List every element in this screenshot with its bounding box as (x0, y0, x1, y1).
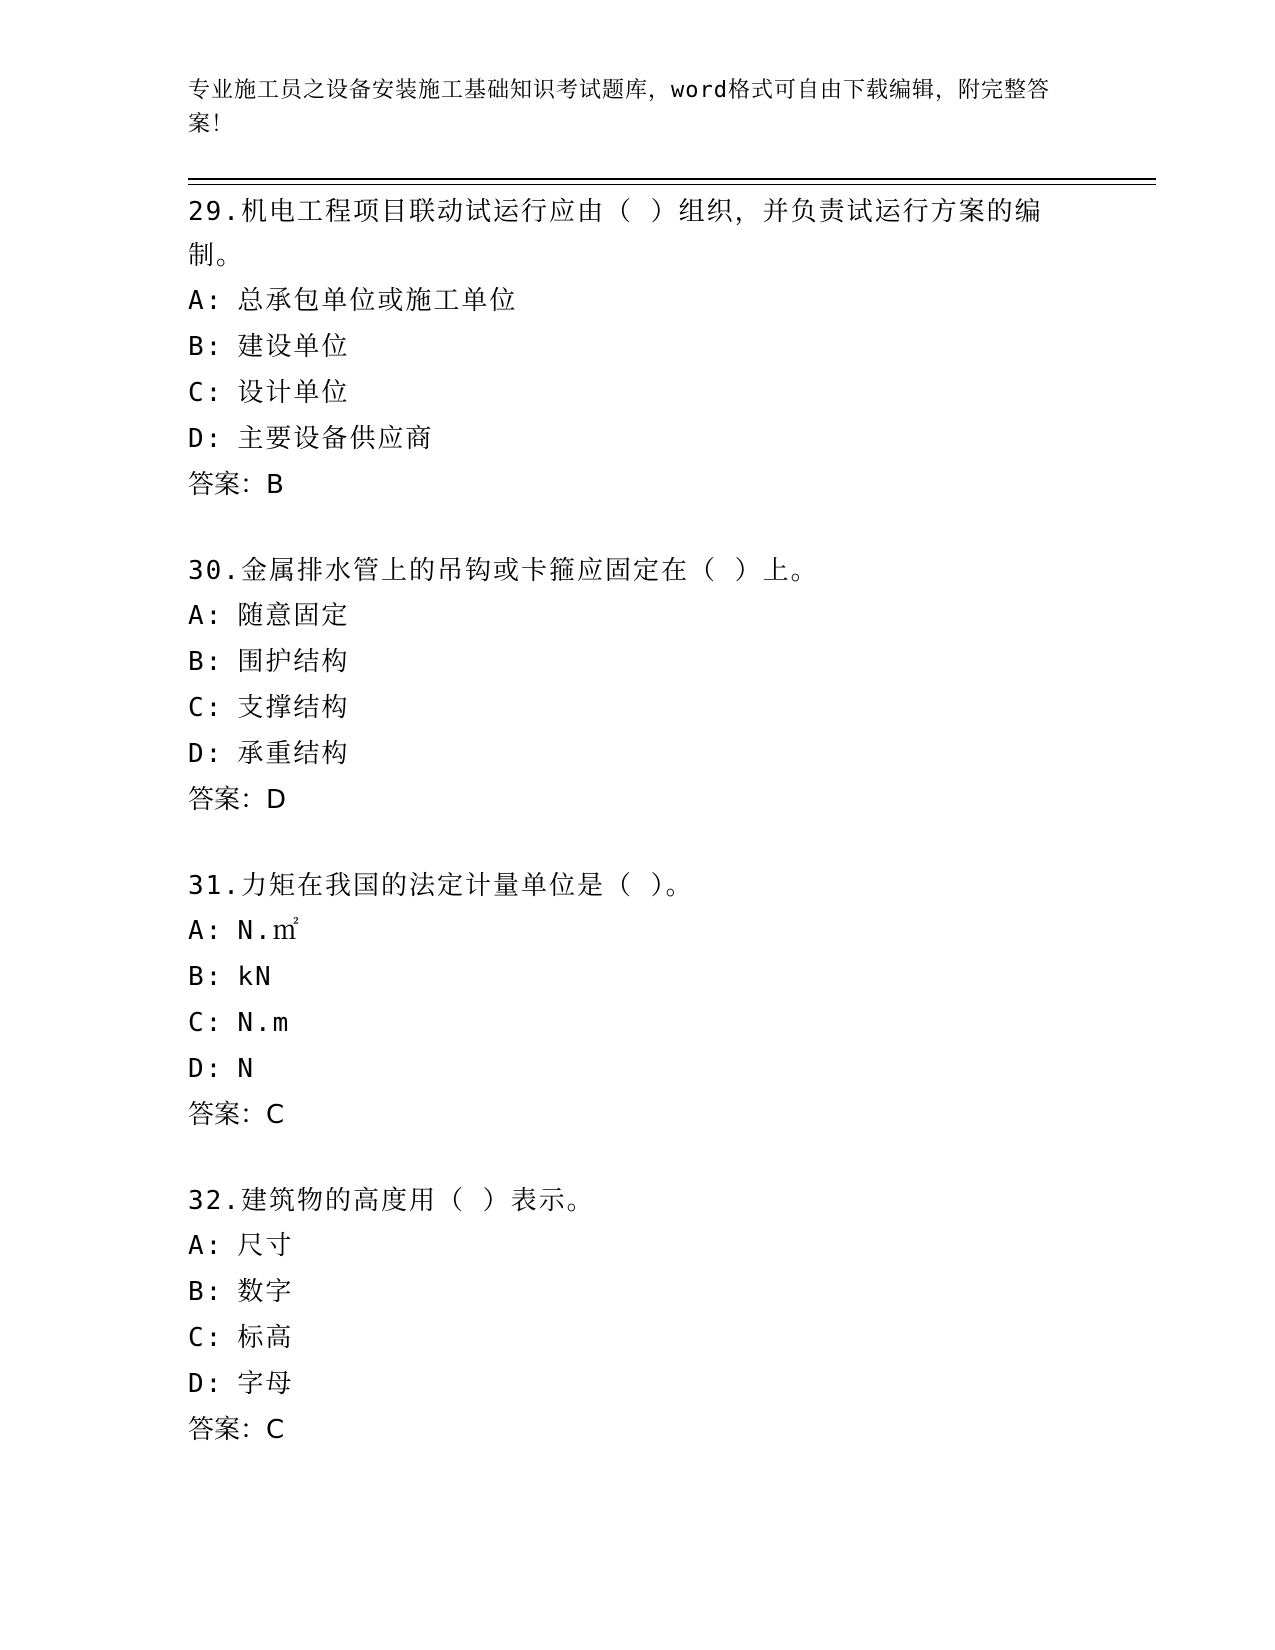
option-separator: : (205, 693, 224, 723)
option-a (188, 278, 1068, 324)
option-text: 围护结构 (237, 647, 350, 677)
answer-line: 答案：B (188, 470, 284, 500)
question-stem: 29.机电工程项目联动试运行应由（ ）组织，并负责试运行方案的编制。 (188, 197, 1043, 271)
option-text: 主要设备供应商 (237, 424, 434, 454)
option-separator: : (205, 916, 224, 946)
option-separator: : (205, 647, 224, 677)
option-letter: D (188, 1369, 206, 1399)
option-text: 字母 (237, 1369, 294, 1399)
option-text: 建设单位 (237, 332, 350, 362)
option-separator: : (205, 739, 224, 769)
option-letter: C (188, 378, 206, 408)
option-a (188, 908, 1068, 954)
option-c (188, 1000, 1068, 1046)
question-stem: 30.金属排水管上的吊钩或卡箍应固定在（ ）上。 (188, 556, 819, 586)
document-header-text: 专业施工员之设备安装施工基础知识考试题库，word格式可自由下载编辑，附完整答案！ (188, 78, 1050, 137)
question-31 (188, 864, 1068, 1138)
option-d (188, 416, 1068, 462)
option-c (188, 370, 1068, 416)
option-letter: C (188, 1323, 206, 1353)
option-text: 支撑结构 (237, 693, 350, 723)
option-letter: B (188, 332, 206, 362)
option-d (188, 1046, 1068, 1092)
option-letter: B (188, 1277, 206, 1307)
option-letter: A (188, 916, 206, 946)
answer-line: 答案：C (188, 1415, 285, 1445)
option-letter: B (188, 647, 206, 677)
question-29 (188, 190, 1068, 508)
option-letter: C (188, 1008, 206, 1038)
option-text: 尺寸 (237, 1231, 294, 1261)
option-d (188, 1361, 1068, 1407)
option-separator: : (205, 424, 224, 454)
option-separator: : (205, 378, 224, 408)
option-b (188, 1269, 1068, 1315)
option-text: N.㎡ (237, 916, 301, 946)
option-c (188, 685, 1068, 731)
option-text: 数字 (237, 1277, 294, 1307)
option-letter: D (188, 739, 206, 769)
question-30 (188, 549, 1068, 823)
option-separator: : (205, 1369, 224, 1399)
option-text: 总承包单位或施工单位 (237, 286, 518, 316)
option-separator: : (205, 1231, 224, 1261)
option-a (188, 1223, 1068, 1269)
option-separator: : (205, 1277, 224, 1307)
header-divider-thick (188, 178, 1156, 180)
option-separator: : (205, 286, 224, 316)
question-32 (188, 1179, 1068, 1453)
option-letter: A (188, 286, 206, 316)
option-letter: A (188, 601, 206, 631)
option-text: kN (237, 962, 273, 992)
option-separator: : (205, 601, 224, 631)
option-text: 标高 (237, 1323, 294, 1353)
option-text: 随意固定 (237, 601, 350, 631)
option-letter: D (188, 424, 206, 454)
option-letter: A (188, 1231, 206, 1261)
option-d (188, 731, 1068, 777)
option-separator: : (205, 1008, 224, 1038)
option-b (188, 639, 1068, 685)
question-list (188, 190, 1068, 1494)
option-text: N.m (237, 1008, 291, 1038)
option-text: 设计单位 (237, 378, 350, 408)
option-letter: D (188, 1054, 206, 1084)
option-separator: : (205, 962, 224, 992)
header-divider-thin (188, 184, 1156, 185)
option-separator: : (205, 332, 224, 362)
option-text: N (237, 1054, 255, 1084)
option-c (188, 1315, 1068, 1361)
option-text: 承重结构 (237, 739, 350, 769)
option-letter: B (188, 962, 206, 992)
question-stem: 32.建筑物的高度用（ ）表示。 (188, 1186, 595, 1216)
option-separator: : (205, 1054, 224, 1084)
question-stem: 31.力矩在我国的法定计量单位是（ ）。 (188, 871, 694, 901)
option-separator: : (205, 1323, 224, 1353)
answer-line: 答案：D (188, 785, 287, 815)
answer-line: 答案：C (188, 1100, 285, 1130)
option-b (188, 954, 1068, 1000)
option-b (188, 324, 1068, 370)
option-letter: C (188, 693, 206, 723)
option-a (188, 593, 1068, 639)
